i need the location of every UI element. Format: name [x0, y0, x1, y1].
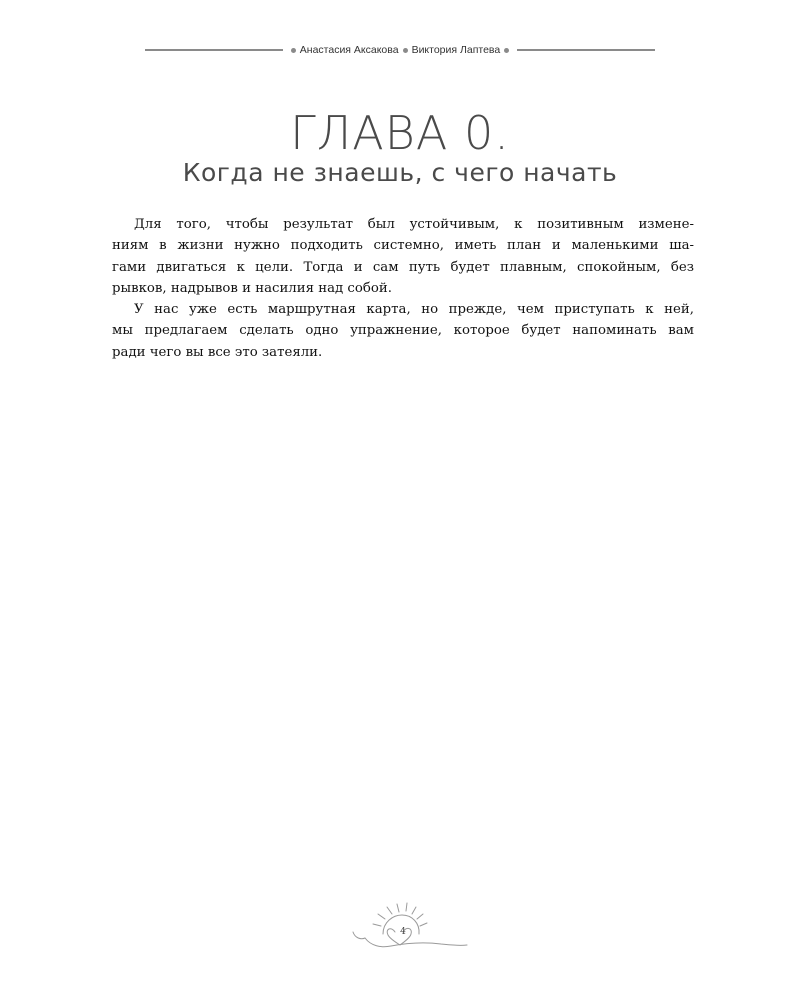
- header-dot-middle: [403, 48, 408, 53]
- paragraph-2: [112, 299, 694, 363]
- paragraph-line: мы предлагаем сделать одно упражнение, которое будет напоминать вам: [112, 323, 694, 339]
- paragraph-line: ниям в жизни нужно подходить системно, иметь план и маленькими ша-: [112, 238, 694, 254]
- page-number: 4: [400, 927, 406, 937]
- header-rule-left: [145, 49, 283, 51]
- header-dot-right: [504, 48, 509, 53]
- chapter-number: ГЛАВА 0.: [290, 106, 510, 160]
- body-text: [112, 214, 694, 363]
- chapter-title: Когда не знаешь, с чего начать: [182, 158, 618, 187]
- header-author-2: Виктория Лаптева: [411, 44, 501, 56]
- paragraph-1: [112, 214, 694, 299]
- header-dot-left: [291, 48, 296, 53]
- header-rule-right: [517, 49, 655, 51]
- header-author-1: Анастасия Аксакова: [299, 44, 399, 56]
- paragraph-line: У нас уже есть маршрутная карта, но прежде, чем приступать к ней,: [134, 302, 694, 318]
- paragraph-line: ради чего вы все это затеяли.: [112, 344, 323, 360]
- chapter-heading: [0, 108, 800, 188]
- paragraph-line: рывков, надрывов и насилия над собой.: [112, 280, 392, 296]
- running-header: [145, 40, 655, 60]
- paragraph-line: гами двигаться к цели. Тогда и сам путь будет плавным, спокойным, без: [112, 259, 694, 275]
- paragraph-line: Для того, чтобы результат был устойчивым, к позитивным измене-: [134, 217, 694, 232]
